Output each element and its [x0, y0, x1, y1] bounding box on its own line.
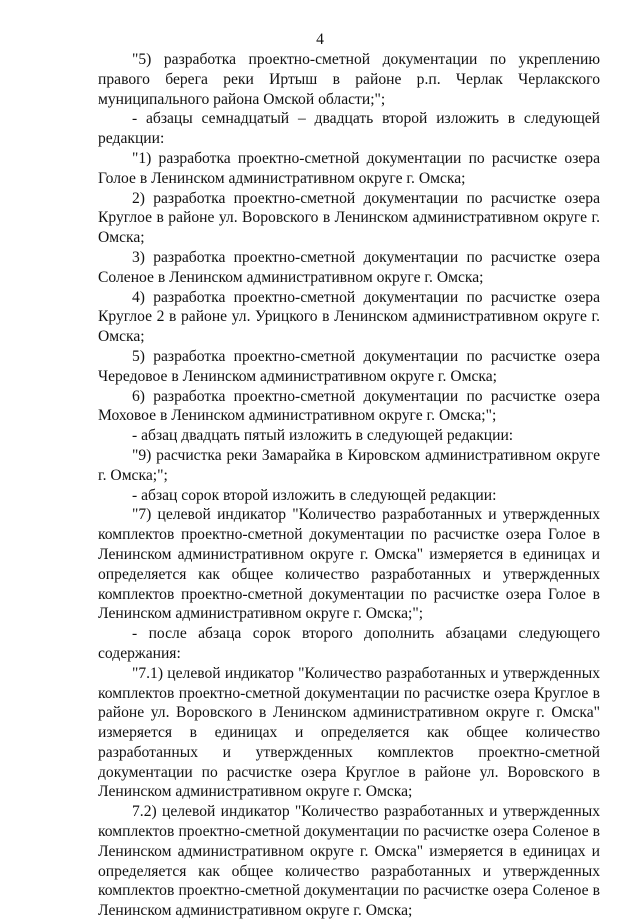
paragraph: 5) разработка проектно-сметной документации по расчистке озера Чередовое в Ленинском административном округе г. Омска; — [98, 347, 600, 385]
paragraph: "1) разработка проектно-сметной документации по расчистке озера Голое в Ленинском административном округе г. Омска; — [98, 149, 600, 187]
paragraph: "9) расчистка реки Замарайка в Кировском административном округе г. Омска;"; — [98, 446, 600, 484]
paragraph: 7.2) целевой индикатор "Количество разработанных и утвержденных комплектов проектно-сметной документации по расчистке озера Соленое в Ленинском административном округе г. Омска" измеряется в единицах и определяется как общее количество разработанных и утвержденных комплектов проектно-сметной документации по расчистке озера Соленое в Ленинском административном округе г. Омска; — [98, 803, 600, 920]
paragraph: 4) разработка проектно-сметной документации по расчистке озера Круглое 2 в районе ул. Урицкого в Ленинском административном округе г. Омска; — [98, 288, 600, 346]
paragraph: 6) разработка проектно-сметной документации по расчистке озера Моховое в Ленинском административном округе г. Омска;"; — [98, 387, 600, 425]
paragraph: - абзацы семнадцатый – двадцать второй изложить в следующей редакции: — [98, 110, 600, 148]
page-number: 4 — [316, 31, 324, 48]
paragraph: 2) разработка проектно-сметной документации по расчистке озера Круглое в районе ул. Воровского в Ленинском административном округе г. Омска; — [98, 189, 600, 247]
document-body — [98, 50, 600, 921]
paragraph: - после абзаца сорок второго дополнить абзацами следующего содержания: — [98, 625, 600, 662]
paragraph: - абзац двадцать пятый изложить в следующей редакции: — [132, 427, 514, 445]
paragraph: "5) разработка проектно-сметной документации по укреплению правого берега реки Иртыш в районе р.п. Черлак Черлакского муниципального района Омской области;"; — [98, 51, 600, 108]
paragraph: "7.1) целевой индикатор "Количество разработанных и утвержденных комплектов проектно-сметной документации по расчистке озера Круглое в районе ул. Воровского в Ленинском административном округе г. Омска" измеряется в единицах и определяется как общее количество разработанных и утвержденных комплектов проектно-сметной документации по расчистке озера Круглое в районе ул. Воровского в Ленинском административном округе г. Омска; — [98, 664, 600, 801]
paragraph: - абзац сорок второй изложить в следующей редакции: — [132, 486, 497, 504]
paragraph: "7) целевой индикатор "Количество разработанных и утвержденных комплектов проектно-сметной документации по расчистке озера Голое в Ленинском административном округе г. Омска" измеряется в единицах и определяется как общее количество разработанных и утвержденных комплектов проектно-сметной документации по расчистке озера Голое в Ленинском административном округе г. Омска;"; — [98, 506, 600, 623]
paragraph: 3) разработка проектно-сметной документации по расчистке озера Соленое в Ленинском административном округе г. Омска; — [98, 248, 600, 286]
